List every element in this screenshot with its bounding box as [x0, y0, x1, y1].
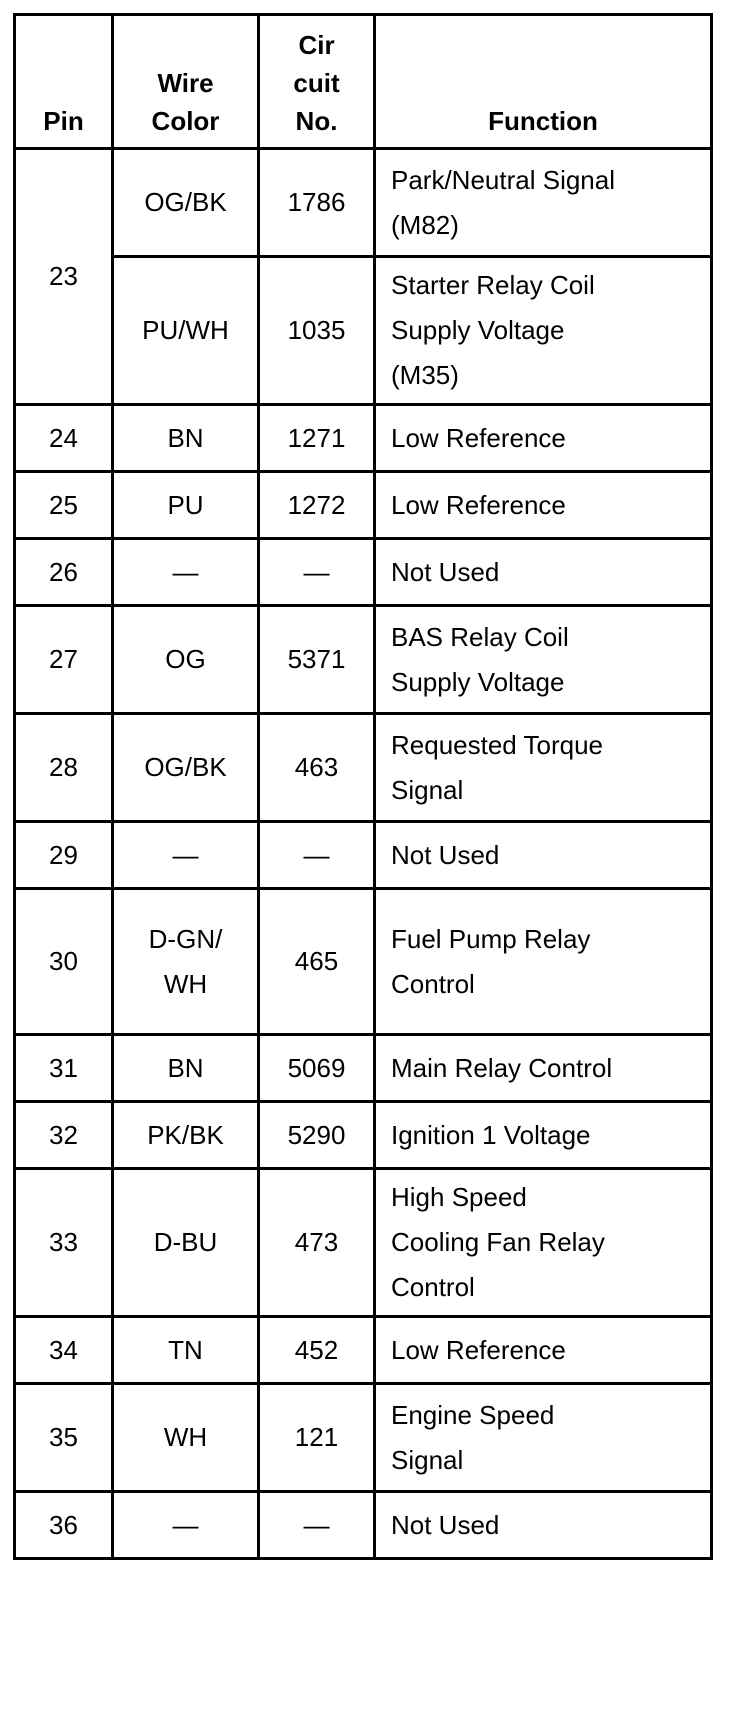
pin-cell: 33	[15, 1169, 113, 1317]
wire-color-cell: OG	[113, 606, 259, 714]
table-row	[15, 1317, 712, 1384]
header-row	[15, 15, 712, 149]
pin-cell: 34	[15, 1317, 113, 1384]
table-row	[15, 889, 712, 1035]
table-row	[15, 1384, 712, 1492]
table-row	[15, 539, 712, 606]
connector-pinout-table	[13, 13, 713, 1560]
circuit-cell: 121	[259, 1384, 375, 1492]
pin-cell: 28	[15, 714, 113, 822]
pin-cell: 30	[15, 889, 113, 1035]
function-cell: Not Used	[375, 1492, 712, 1559]
table-row	[15, 714, 712, 822]
pin-cell: 31	[15, 1035, 113, 1102]
wire-color-cell: D-BU	[113, 1169, 259, 1317]
pin-cell: 35	[15, 1384, 113, 1492]
pin-cell: 27	[15, 606, 113, 714]
circuit-cell: 5371	[259, 606, 375, 714]
wire-color-cell: —	[113, 539, 259, 606]
function-cell: Not Used	[375, 539, 712, 606]
pin-cell: 25	[15, 472, 113, 539]
pin-cell: 36	[15, 1492, 113, 1559]
table-row	[15, 405, 712, 472]
circuit-cell: 1271	[259, 405, 375, 472]
pin-cell: 32	[15, 1102, 113, 1169]
wire-color-cell: WH	[113, 1384, 259, 1492]
wire-color-cell: OG/BK	[113, 714, 259, 822]
header-wire-color: Wire Color	[113, 15, 259, 149]
table-row	[15, 1102, 712, 1169]
pin-cell: 24	[15, 405, 113, 472]
table-row	[15, 1035, 712, 1102]
wire-color-cell: BN	[113, 1035, 259, 1102]
wire-color-cell: PU	[113, 472, 259, 539]
circuit-cell: 5290	[259, 1102, 375, 1169]
circuit-cell: 465	[259, 889, 375, 1035]
circuit-cell: 473	[259, 1169, 375, 1317]
function-cell: Low Reference	[375, 472, 712, 539]
circuit-cell: 1272	[259, 472, 375, 539]
function-cell: Main Relay Control	[375, 1035, 712, 1102]
circuit-cell: 452	[259, 1317, 375, 1384]
header-pin: Pin	[15, 15, 113, 149]
circuit-cell: 1035	[259, 257, 375, 405]
circuit-cell: 1786	[259, 149, 375, 257]
pin-cell: 23	[15, 149, 113, 405]
wire-color-cell: —	[113, 822, 259, 889]
wire-color-cell: —	[113, 1492, 259, 1559]
table-row	[15, 606, 712, 714]
circuit-cell: —	[259, 539, 375, 606]
wire-color-cell: D-GN/ WH	[113, 889, 259, 1035]
wire-color-cell: TN	[113, 1317, 259, 1384]
circuit-cell: 463	[259, 714, 375, 822]
table-row	[15, 1169, 712, 1317]
function-cell: Low Reference	[375, 405, 712, 472]
function-cell: Requested Torque Signal	[375, 714, 712, 822]
function-cell: Fuel Pump Relay Control	[375, 889, 712, 1035]
function-cell: Not Used	[375, 822, 712, 889]
table-row	[15, 257, 712, 405]
wire-color-cell: PK/BK	[113, 1102, 259, 1169]
circuit-cell: —	[259, 1492, 375, 1559]
wire-color-cell: PU/WH	[113, 257, 259, 405]
pin-cell: 26	[15, 539, 113, 606]
function-cell: Low Reference	[375, 1317, 712, 1384]
pin-cell: 29	[15, 822, 113, 889]
function-cell: Park/Neutral Signal (M82)	[375, 149, 712, 257]
header-function: Function	[375, 15, 712, 149]
header-circuit-no: Cir cuit No.	[259, 15, 375, 149]
wire-color-cell: OG/BK	[113, 149, 259, 257]
table-row	[15, 822, 712, 889]
function-cell: BAS Relay Coil Supply Voltage	[375, 606, 712, 714]
table-row	[15, 149, 712, 257]
table-row	[15, 1492, 712, 1559]
function-cell: High Speed Cooling Fan Relay Control	[375, 1169, 712, 1317]
function-cell: Engine Speed Signal	[375, 1384, 712, 1492]
table-row	[15, 472, 712, 539]
circuit-cell: —	[259, 822, 375, 889]
function-cell: Ignition 1 Voltage	[375, 1102, 712, 1169]
circuit-cell: 5069	[259, 1035, 375, 1102]
wire-color-cell: BN	[113, 405, 259, 472]
function-cell: Starter Relay Coil Supply Voltage (M35)	[375, 257, 712, 405]
